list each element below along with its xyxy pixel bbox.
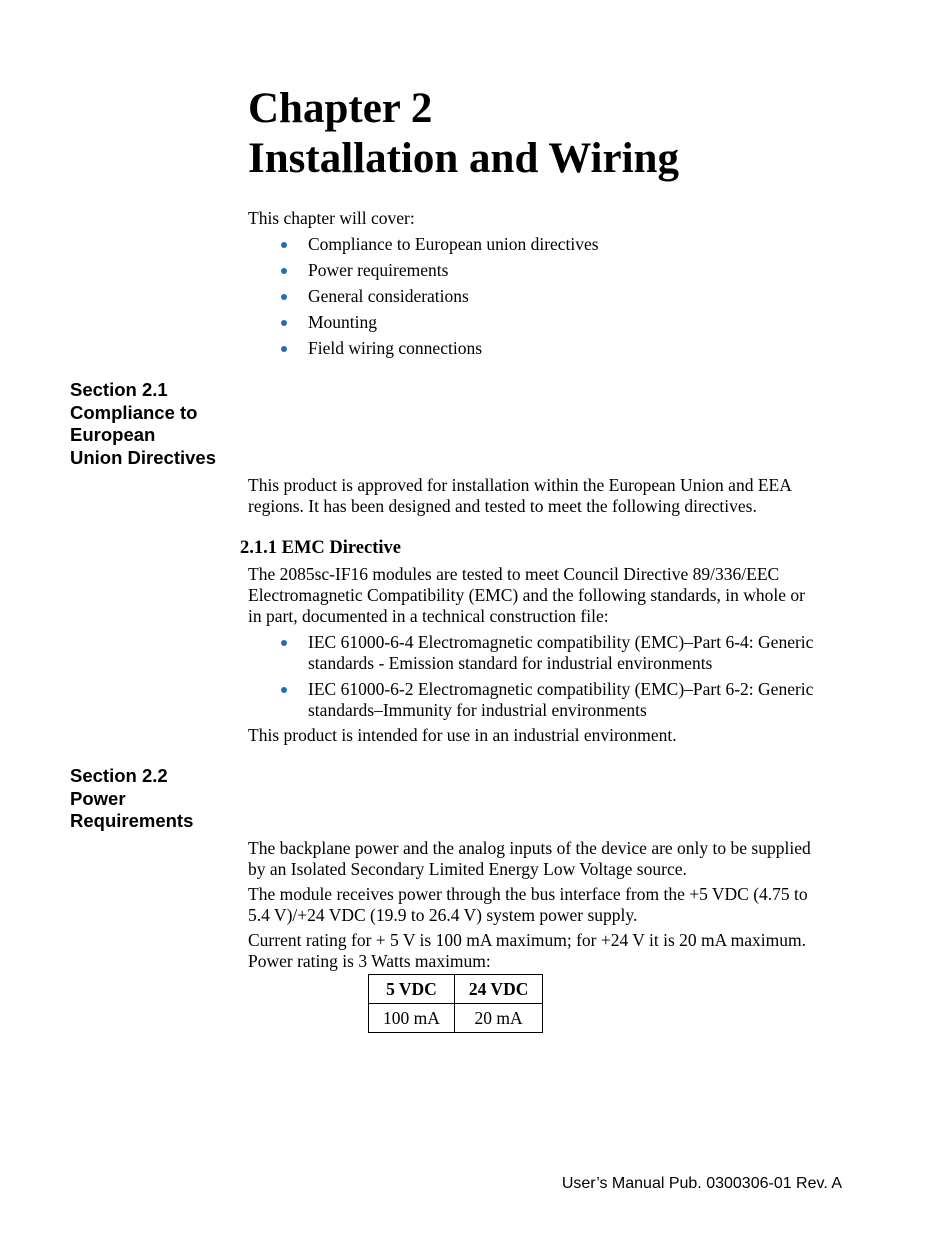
table-cell: 20 mA: [454, 1004, 542, 1033]
emc-standards-list: [248, 632, 813, 726]
table-header-row: [369, 975, 543, 1004]
chapter-number: Chapter 2: [248, 85, 433, 132]
table-row: [369, 1004, 543, 1033]
bullet-icon: [281, 640, 287, 646]
intro-lead: This chapter will cover:: [248, 208, 415, 228]
list-item: IEC 61000-6-4 Electromagnetic compatibility (EMC)–Part 6-4: Generic standards - Emission standard for industrial environments: [248, 632, 813, 674]
chapter-name: Installation and Wiring: [248, 135, 679, 182]
bullet-icon: [281, 687, 287, 693]
power-supply-paragraph: The module receives power through the bus interface from the +5 VDC (4.75 to 5.4 V)/+24 VDC (19.9 to 26.4 V) system power supply.: [248, 884, 808, 925]
emc-paragraph: The 2085sc-IF16 modules are tested to meet Council Directive 89/336/EEC Electromagnetic Compatibility (EMC) and the following standards, in whole or in part, documented in a technical construction file:: [248, 564, 805, 626]
list-item: Power requirements: [248, 260, 599, 281]
bullet-icon: [281, 346, 287, 352]
list-item: Field wiring connections: [248, 338, 599, 359]
power-source-paragraph: The backplane power and the analog inputs of the device are only to be supplied by an Isolated Secondary Limited Energy Low Voltage source.: [248, 838, 811, 879]
bullet-icon: [281, 294, 287, 300]
table-cell: 100 mA: [369, 1004, 455, 1033]
section-2-1-paragraph: This product is approved for installation within the European Union and EEA regions. It has been designed and tested to meet the following directives.: [248, 475, 792, 516]
current-rating-paragraph: Current rating for + 5 V is 100 mA maximum; for +24 V it is 20 mA maximum. Power rating is 3 Watts maximum:: [248, 930, 807, 971]
bullet-icon: [281, 268, 287, 274]
list-item: General considerations: [248, 286, 599, 307]
page-footer: User’s Manual Pub. 0300306-01 Rev. A: [561, 1175, 842, 1192]
chapter-title: [248, 84, 679, 184]
bullet-icon: [281, 320, 287, 326]
section-2-1-heading: Section 2.1 Compliance to European Union Directives: [70, 379, 216, 468]
industrial-environment-note: This product is intended for use in an industrial environment.: [248, 725, 677, 745]
table-header-cell: 24 VDC: [454, 975, 542, 1004]
chapter-topics-list: [248, 234, 599, 364]
list-item: Compliance to European union directives: [248, 234, 599, 255]
power-rating-table: [368, 974, 543, 1033]
section-2-2-heading: Section 2.2 Power Requirements: [70, 765, 194, 831]
table-header-cell: 5 VDC: [369, 975, 455, 1004]
list-item: Mounting: [248, 312, 599, 333]
list-item: IEC 61000-6-2 Electromagnetic compatibility (EMC)–Part 6-2: Generic standards–Immunity for industrial environments: [248, 679, 813, 721]
bullet-icon: [281, 242, 287, 248]
emc-directive-heading: 2.1.1 EMC Directive: [240, 538, 401, 558]
